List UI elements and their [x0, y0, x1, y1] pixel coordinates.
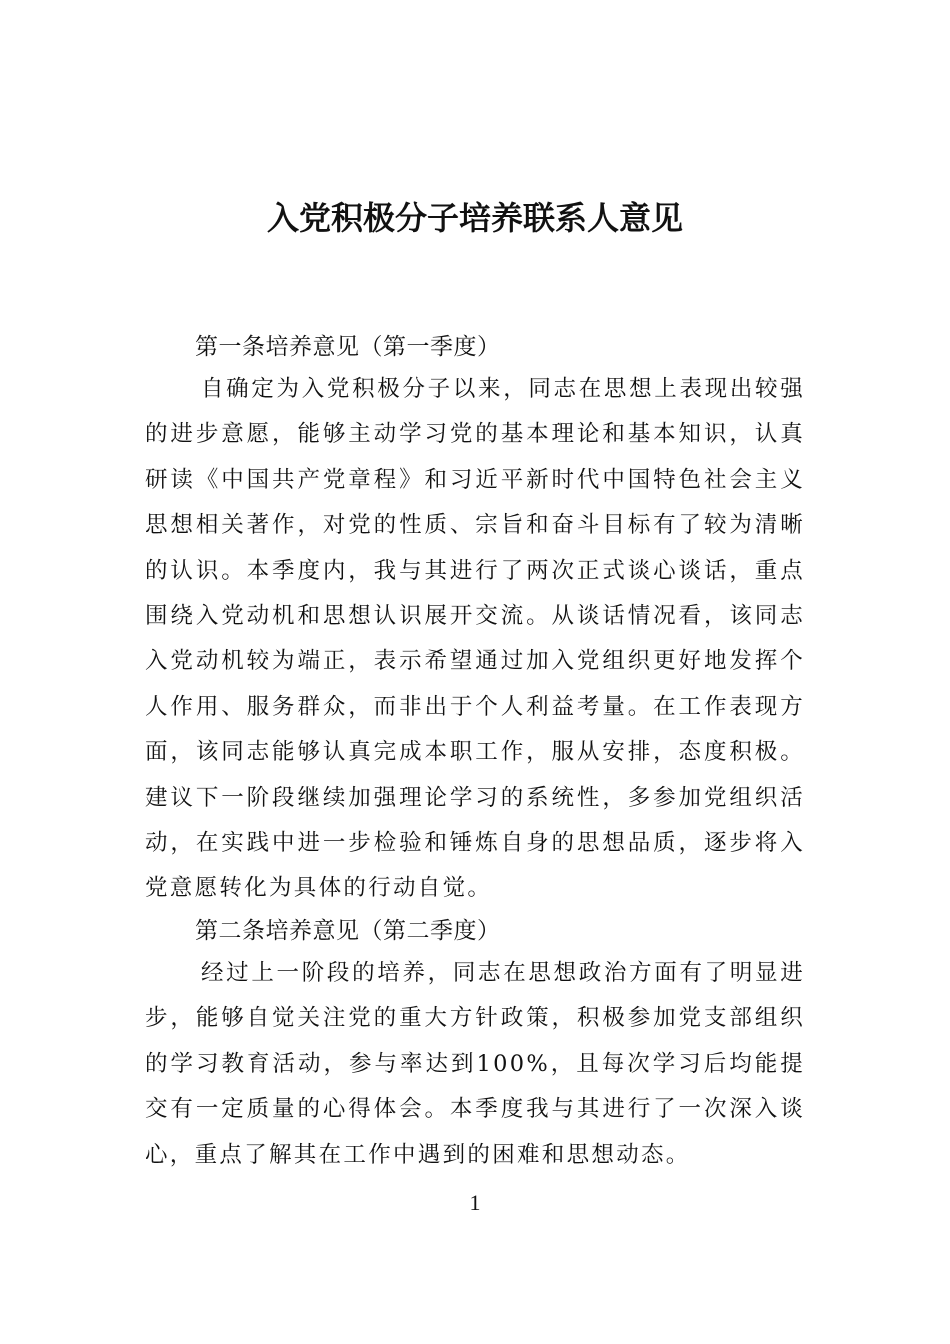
section-paragraph: 自确定为入党积极分子以来，同志在思想上表现出较强的进步意愿，能够主动学习党的基本理论和基本知识，认真研读《中国共产党章程》和习近平新时代中国特色社会主义思想相关著作，对党的性质、宗旨和奋斗目标有了较为清晰的认识。本季度内，我与其进行了两次正式谈心谈话，重点围绕入党动机和思想认识展开交流。从谈话情况看，该同志入党动机较为端正，表示希望通过加入党组织更好地发挥个人作用、服务群众，而非出于个人利益考量。在工作表现方面，该同志能够认真完成本职工作，服从安排，态度积极。建议下一阶段继续加强理论学习的系统性，多参加党组织活动，在实践中进一步检验和锤炼自身的思想品质，逐步将入党意愿转化为具体的行动自觉。 [145, 376, 805, 902]
section-paragraph: 经过上一阶段的培养，同志在思想政治方面有了明显进步，能够自觉关注党的重大方针政策，积极参加党支部组织的学习教育活动，参与率达到100%，且每次学习后均能提交有一定质量的心得体会。本季度我与其进行了一次深入谈心，重点了解其在工作中遇到的困难和思想动态。 [145, 959, 805, 1168]
section-heading: 第一条培养意见（第一季度） [195, 334, 501, 360]
page-number: 1 [469, 1190, 481, 1215]
section-heading: 第二条培养意见（第二季度） [195, 917, 501, 944]
document-body [145, 328, 805, 1178]
section-1 [145, 328, 805, 912]
section-2 [145, 912, 805, 1178]
document-title: 入党积极分子培养联系人意见 [266, 199, 683, 237]
